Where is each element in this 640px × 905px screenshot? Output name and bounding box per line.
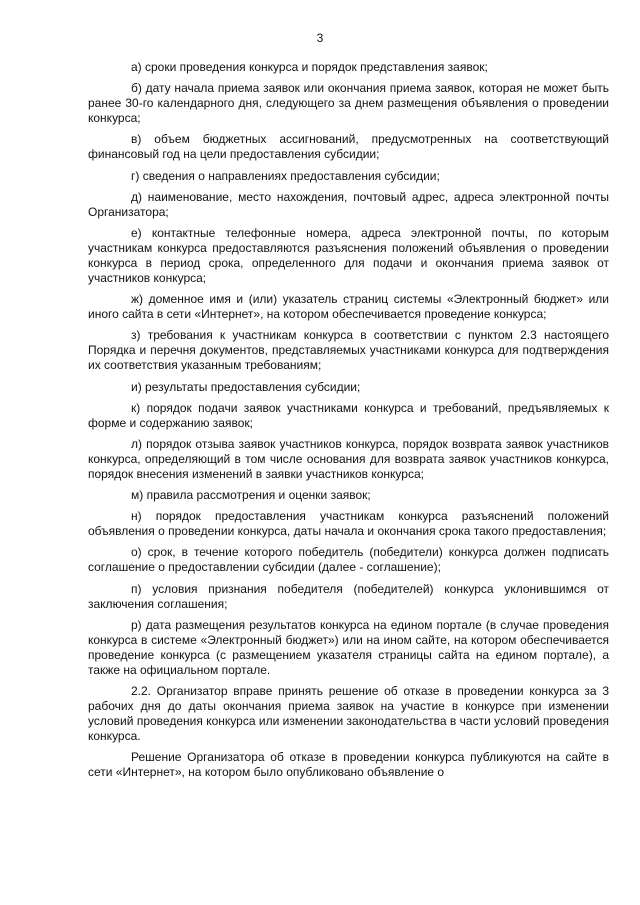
page-number: 3 [316,31,324,45]
paragraph-g: г) сведения о направлениях предоставления субсидии; [131,168,440,183]
paragraph-d: д) наименование, место нахождения, почтовый адрес, адреса электронной почты Организатора; [88,189,609,219]
paragraph-a: а) сроки проведения конкурса и порядок представления заявок; [131,60,488,74]
paragraph-i: и) результаты предоставления субсидии; [131,379,361,394]
paragraph-l: л) порядок отзыва заявок участников конкурса, порядок возврата заявок участников конкурса, определяющий в том числе основания для возврата заявок участников конкурса, порядок внесения изменений в заявки участников конкурса; [88,436,609,481]
paragraph-m: м) правила рассмотрения и оценки заявок; [131,488,371,503]
paragraph-b: б) дату начала приема заявок или окончания приема заявок, которая не может быть ранее 30-го календарного дня, следующего за днем размещения объявления о проведении конкурса; [88,81,609,126]
paragraph-z: з) требования к участникам конкурса в соответствии с пунктом 2.3 настоящего Порядка и перечня документов, представляемых участниками конкурса для подтверждения их соответствия указанным требованиям; [88,328,609,373]
paragraph-o: о) срок, в течение которого победитель (победители) конкурса должен подписать соглашение о предоставлении субсидии (далее - соглашение); [88,545,609,575]
document-body [88,60,609,786]
paragraph-n: н) порядок предоставления участникам конкурса разъяснений положений объявления о проведении конкурса, даты начала и окончания срока такого предоставления; [88,509,609,539]
paragraph-r: р) дата размещения результатов конкурса на едином портале (в случае проведения конкурса в системе «Электронный бюджет») или на ином сайте, на котором обеспечивается проведение конкурса (с размещением указателя страницы сайта на едином портале), а также на официальном портале. [88,617,609,677]
paragraph-zh: ж) доменное имя и (или) указатель страниц системы «Электронный бюджет» или иного сайта в сети «Интернет», на котором обеспечивается проведение конкурса; [88,292,609,322]
paragraph-v: в) объем бюджетных ассигнований, предусмотренных на соответствующий финансовый год на цели предоставления субсидии; [88,132,609,162]
paragraph-e: е) контактные телефонные номера, адреса электронной почты, по которым участникам конкурса предоставляются разъяснения положений объявления о проведении конкурса в период срока, определенного для подачи и окончания приема заявок от участников конкурса; [88,225,609,285]
paragraph-k: к) порядок подачи заявок участниками конкурса и требований, предъявляемых к форме и содержанию заявок; [88,400,609,430]
paragraph-2-2: 2.2. Организатор вправе принять решение об отказе в проведении конкурса за 3 рабочих дня до даты окончания приема заявок на участие в конкурсе при изменении условий проведения конкурса или изменении законодательства в части условий проведения конкурса. [88,684,609,743]
paragraph-p: п) условия признания победителя (победителей) конкурса уклонившимся от заключения соглашения; [88,581,609,611]
paragraph-refusal-decision: Решение Организатора об отказе в проведении конкурса публикуются на сайте в сети «Интернет», на котором было опубликовано объявление о [88,750,609,780]
